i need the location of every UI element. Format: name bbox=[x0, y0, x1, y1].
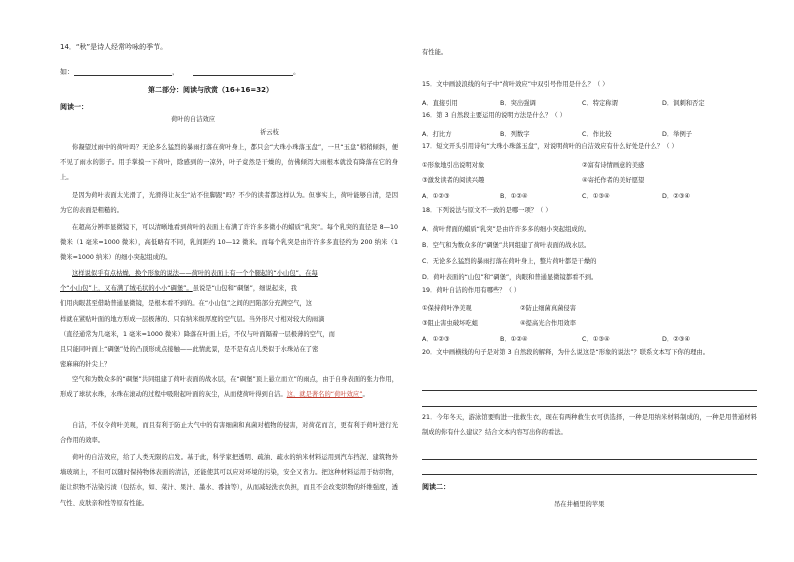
q19-option-a[interactable]: A．①②③ bbox=[422, 336, 450, 343]
q19-option-d[interactable]: D．②③④ bbox=[662, 336, 691, 343]
q17-item-2: ②富有诗情画意的美感 bbox=[582, 162, 645, 169]
section-2-title: 第二部分：阅读与欣赏（16+16=32） bbox=[148, 86, 273, 94]
article-title: 荷叶的自洁效应 bbox=[171, 116, 216, 123]
q19-option-b[interactable]: B．①②④ bbox=[500, 336, 528, 343]
paragraph-1: 你凝望过雨中的荷叶吗？无论多么猛烈的暴雨打落在荷叶身上，都只会“大珠小珠落玉盘”，一旦“玉盘”稍稍倾斜，便不见了雨水的影子。用手掌摸一下荷叶，除感到的一凉外，叶子竟然是干燥的，仿佛倾泻大雨根本就没有降落在它的身上。 bbox=[60, 144, 398, 182]
answer-blank-2[interactable] bbox=[193, 67, 293, 76]
paragraph-5: 空气和为数众多的“碉堡”共同组建了荷叶表面的战水层，在“碉堡”顶上悬立而立”的雨点，由于自身表面的张力作用，形成了球状水珠，水珠在滚动的过程中吸附起叶面的灰尘，从而使荷叶得到自洁。这，就是著名的“荷叶效应”。 bbox=[60, 376, 398, 399]
q18-option-a[interactable]: A．荷叶背面的蜡质“乳突”是由许许多多的细小突起组成的。 bbox=[422, 226, 591, 233]
question-16: 16．第 3 自然段主要运用的说明方法是什么？（ ） bbox=[422, 112, 566, 119]
reading-2-title: 吊在井桶里的苹果 bbox=[554, 501, 605, 508]
reading-2-label: 阅读二： bbox=[422, 483, 450, 491]
paragraph-3: 在超高分辨率显微镜下，可以清晰地看到荷叶的表面上布满了许许多多微小的蜡质“乳突”。每个乳突的直径是 8—10 微米（1 毫米=1000 微米），高低略有不同，乳间距约 10—12 微米。而每个乳突是由许许多多直径约为 200 纳米（1 微米=1000 纳米）的细小突起组成的。 bbox=[60, 224, 398, 262]
q17-option-c[interactable]: C．①③④ bbox=[582, 193, 610, 200]
continuation-text: 有性能。 bbox=[422, 49, 448, 56]
q18-option-c[interactable]: C．无论多么猛烈的暴雨打落在荷叶身上，整片荷叶都是干燥的 bbox=[422, 258, 597, 265]
q19-item-2: ②防止细菌真菌侵害 bbox=[520, 305, 577, 312]
question-14: 14．“秋”是诗人经常吟咏的季节。 bbox=[60, 43, 168, 51]
question-20: 20．文中画横线的句子是对第 3 自然段的解释，为什么说这是“形象的说法”？联系文本写下你的理由。 bbox=[422, 349, 710, 356]
paragraph-6: 自洁，不仅令荷叶美观，而且有利于防止大气中的有害细菌和真菌对植物的侵害，对荷花而言，更有利于荷叶进行光合作用的效率。 bbox=[60, 422, 398, 445]
question-15: 15．文中画波浪线的句子中“荷叶效应”中双引号作用是什么？（ ） bbox=[422, 81, 609, 88]
question-17: 17．短文开头引用诗句“大珠小珠落玉盘”，对说明荷叶的自洁效应有什么好处是什么？（ ） bbox=[422, 143, 678, 150]
question-21: 21．今年冬天，游泳馆要购进一批救生衣，现在有两种救生衣可供选择，一种是用纳米材料制成的，一种是用普通材料制成的你有什么建议？结合文本内容写出你的看法。 bbox=[422, 414, 757, 437]
paragraph-4: 这样说似乎有点枯燥，换个形象的说法——荷叶的表面上有一个个腿起的“小山包”，在每 个“小山包”上，又布满了绒毛状的小小“碉堡”。虽说是“山包和“碉堡”，细说起来，我 们用肉眼甚至借助普通显微镜，是根本看不到的。在“小山包”之间的凹陷部分充满空气，这 样就在紧贴叶面的地方形成一层极薄的、只有纳米级厚度的空气层。当外形尺寸相对较大的雨滴 （直径通常为几毫米，1 毫米=1000 微米）降落在叶面上后，不仅与叶面隔着一层极薄的空气，而 且只能同叶面上“碉堡”处的凸顶形成点接触——此情此景，是不是有点儿类似于水珠站在了密 密麻麻的针尖上？ bbox=[60, 270, 335, 369]
q19-option-c[interactable]: C．①③④ bbox=[582, 336, 610, 343]
paragraph-2: 是因为荷叶表面太光滑了，光滑得让灰尘“站不住脚跟”吗？不少的读者都这样认为。但事实上，荷叶能够自清，是因为它的表面是粗糙的。 bbox=[60, 192, 398, 215]
q16-option-b[interactable]: B．列数字 bbox=[500, 131, 530, 138]
answer-line[interactable] bbox=[422, 390, 757, 391]
q15-option-b[interactable]: B．突出强调 bbox=[500, 100, 536, 107]
q16-option-c[interactable]: C．作比较 bbox=[582, 131, 612, 138]
question-19: 19．荷叶自洁的作用有哪些？（ ） bbox=[422, 287, 521, 294]
q17-option-a[interactable]: A．①②③ bbox=[422, 193, 450, 200]
q15-option-c[interactable]: C．特定称谓 bbox=[582, 100, 618, 107]
q19-item-4: ④提高光合作用效率 bbox=[520, 320, 577, 327]
q15-option-a[interactable]: A．直接引用 bbox=[422, 100, 458, 107]
q18-option-b[interactable]: B．空气和为数众多的“碉堡”共同组建了荷叶表面的战水层。 bbox=[422, 242, 591, 249]
q17-option-b[interactable]: B．①②④ bbox=[500, 193, 528, 200]
article-author: 祈云枝 bbox=[260, 129, 279, 136]
q18-option-d[interactable]: D．荷叶表面的“山包”和“碉堡”，肉眼和普通显微镜都看不到。 bbox=[422, 274, 598, 281]
question-14-answer-line: 如： ， 。 bbox=[60, 68, 300, 76]
q16-option-a[interactable]: A．打比方 bbox=[422, 131, 452, 138]
answer-line[interactable] bbox=[422, 406, 757, 407]
reading-1-label: 阅读一： bbox=[60, 103, 88, 111]
answer-blank-1[interactable] bbox=[74, 67, 172, 76]
question-18: 18．下列说法与原文不一致的是哪一项？（ ） bbox=[422, 207, 552, 214]
q17-item-1: ①形象地引出说明对象 bbox=[422, 162, 485, 169]
q17-option-d[interactable]: D．②③④ bbox=[662, 193, 691, 200]
q19-item-3: ③阻止害虫破坏吃蛆 bbox=[422, 320, 479, 327]
paragraph-7: 荷叶的自洁效应，给了人类无限的启发。基于此，科学家把透明、疏油、疏水的纳米材料运用到汽车挡泥、建筑物外墙玻璃上，不但可以随时保持物体表面的清洁，还能使其可以应对环境的污染，安全又省力。把这种材料运用于纺织物，能让织物不沾染污渍（包括水，如、菜汁、果汁、墨水、番油等），从而减轻洗衣负担，而且不会改变织物的纤维强度，透气性、皮肤亲和性等原有性能。 bbox=[60, 454, 398, 507]
q15-option-d[interactable]: D．讽刺和否定 bbox=[662, 100, 705, 107]
q19-item-1: ①保持荷叶净美观 bbox=[422, 305, 472, 312]
highlight-lotus-effect: 这，就是著名的“荷叶效应” bbox=[286, 391, 363, 399]
q17-item-3: ③激发读者的阅读兴趣 bbox=[422, 177, 485, 184]
answer-line[interactable] bbox=[422, 474, 757, 475]
q17-item-4: ④寄托作者的美好愿望 bbox=[582, 177, 645, 184]
answer-line[interactable] bbox=[422, 459, 757, 460]
q16-option-d[interactable]: D．举例子 bbox=[662, 131, 693, 138]
